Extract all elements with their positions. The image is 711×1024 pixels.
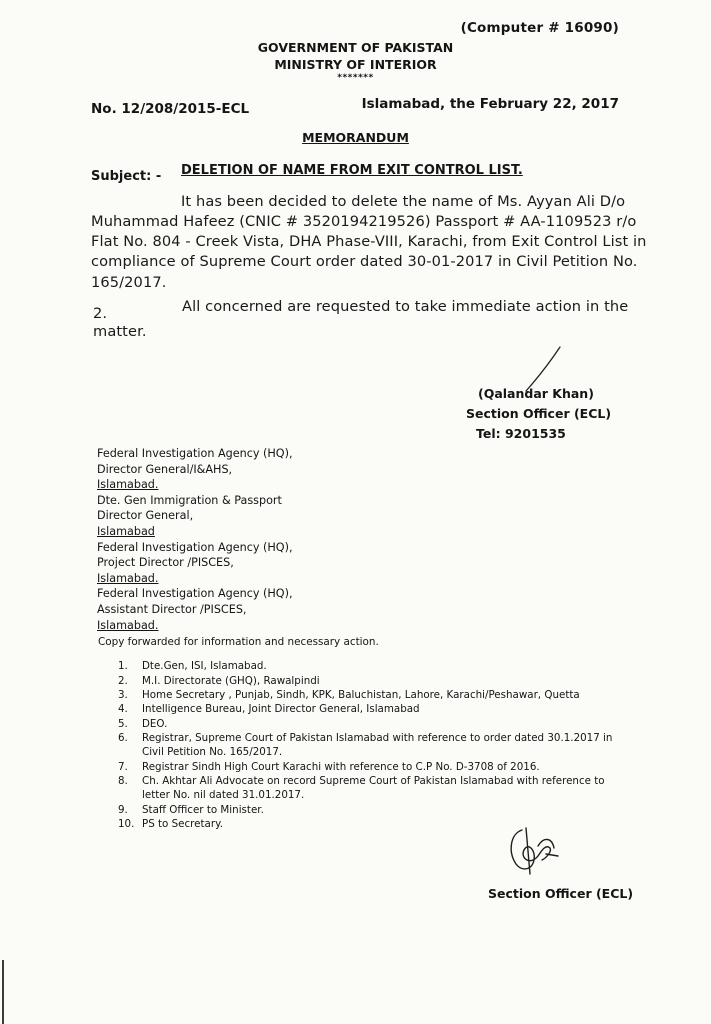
list-item-number: 7. xyxy=(118,761,128,773)
list-item-text: letter No. nil dated 31.01.2017. xyxy=(142,789,305,801)
signatory-name: (Qalandar Khan) xyxy=(478,386,594,401)
addressee-line: Federal Investigation Agency (HQ), xyxy=(97,587,293,601)
memorandum-title: MEMORANDUM xyxy=(302,130,409,145)
paragraph-1-line: 165/2017. xyxy=(91,274,167,291)
list-item-number: 1. xyxy=(118,660,128,672)
list-item-text: Home Secretary , Punjab, Sindh, KPK, Baluchistan, Lahore, Karachi/Peshawar, Quetta xyxy=(142,689,580,701)
handwritten-initials xyxy=(502,826,562,878)
paragraph-2-line: matter. xyxy=(93,323,147,340)
heading-stars: ******* xyxy=(337,73,374,83)
paragraph-1-line: Flat No. 804 - Creek Vista, DHA Phase-VIII, Karachi, from Exit Control List in xyxy=(91,233,647,250)
addressee-line: Islamabad. xyxy=(97,571,159,585)
list-item-text: Staff Officer to Minister. xyxy=(142,804,264,816)
addressee-line: Islamabad. xyxy=(97,478,159,492)
list-item-number: 4. xyxy=(118,703,128,715)
addressee-line: Islamabad. xyxy=(97,618,159,632)
paragraph-2-number: 2. xyxy=(93,305,108,322)
list-item-number: 5. xyxy=(118,718,128,730)
addressee-line: Islamabad xyxy=(97,524,155,538)
addressee-line: Federal Investigation Agency (HQ), xyxy=(97,540,293,554)
copy-forwarded-note: Copy forwarded for information and necessary action. xyxy=(98,636,379,648)
list-item-number: 3. xyxy=(118,689,128,701)
scan-edge-shadow xyxy=(2,960,4,1024)
paragraph-2-line: All concerned are requested to take immediate action in the xyxy=(182,298,629,315)
list-item-text: M.I. Directorate (GHQ), Rawalpindi xyxy=(142,675,320,687)
paragraph-1-line: Muhammad Hafeez (CNIC # 3520194219526) Passport # AA-1109523 r/o xyxy=(91,213,637,230)
addressee-list xyxy=(97,446,293,633)
signatory-telephone: Tel: 9201535 xyxy=(476,426,566,441)
list-item-number: 9. xyxy=(118,804,128,816)
addressee-line: Federal Investigation Agency (HQ), xyxy=(97,447,293,460)
list-item-text: PS to Secretary. xyxy=(142,818,223,830)
ministry-heading: MINISTRY OF INTERIOR xyxy=(274,57,437,72)
footer-signatory-title: Section Officer (ECL) xyxy=(488,886,634,901)
paragraph-1-line: It has been decided to delete the name of Ms. Ayyan Ali D/o xyxy=(181,193,626,210)
addressee-line: Director General/I&AHS, xyxy=(97,462,233,476)
subject-label: Subject: - xyxy=(91,169,162,184)
signatory-title: Section Officer (ECL) xyxy=(466,406,612,421)
paragraph-1-line: compliance of Supreme Court order dated 30-01-2017 in Civil Petition No. xyxy=(91,253,638,270)
addressee-line: Assistant Director /PISCES, xyxy=(97,602,247,616)
list-item-number: 6. xyxy=(118,732,128,744)
computer-number: (Computer # 16090) xyxy=(460,20,619,36)
place-date: Islamabad, the February 22, 2017 xyxy=(361,96,619,112)
list-item-text: Civil Petition No. 165/2017. xyxy=(142,746,283,758)
list-item-number: 2. xyxy=(118,675,128,687)
list-item-text: Registrar, Supreme Court of Pakistan Islamabad with reference to order dated 30.1.2017 in xyxy=(142,732,613,744)
list-item-text: Ch. Akhtar Ali Advocate on record Supreme Court of Pakistan Islamabad with reference to xyxy=(142,775,605,787)
list-item-number: 10. xyxy=(118,818,135,830)
list-item-text: DEO. xyxy=(142,718,168,730)
addressee-line: Dte. Gen Immigration & Passport xyxy=(97,493,282,507)
government-heading: GOVERNMENT OF PAKISTAN xyxy=(257,40,454,55)
list-item-number: 8. xyxy=(118,775,128,787)
addressee-line: Director General, xyxy=(97,509,194,523)
list-item-text: Dte.Gen, ISI, Islamabad. xyxy=(142,660,267,672)
reference-number: No. 12/208/2015-ECL xyxy=(91,101,250,117)
addressee-line: Project Director /PISCES, xyxy=(97,556,234,570)
list-item-text: Registrar Sindh High Court Karachi with reference to C.P No. D-3708 of 2016. xyxy=(142,761,540,773)
subject-text: DELETION OF NAME FROM EXIT CONTROL LIST. xyxy=(181,163,523,178)
list-item-text: Intelligence Bureau, Joint Director General, Islamabad xyxy=(142,703,420,715)
